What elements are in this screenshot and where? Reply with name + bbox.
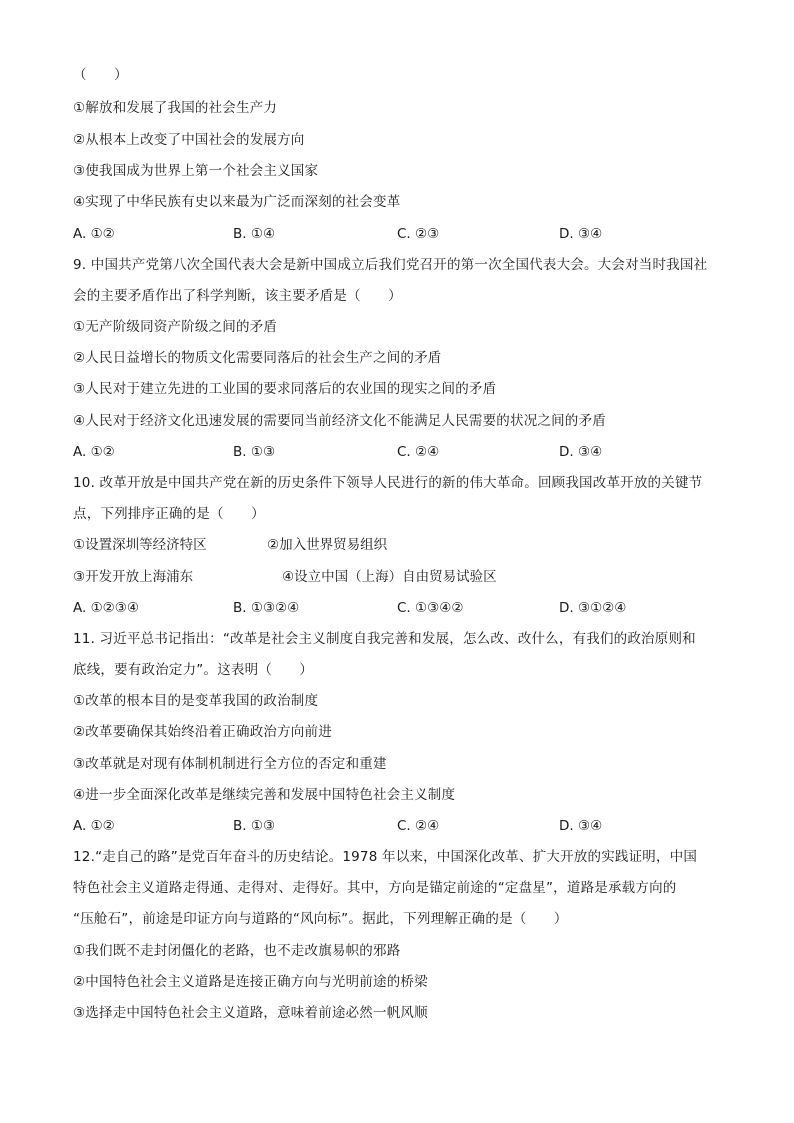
q8-item-3: ③使我国成为世界上第一个社会主义国家 <box>73 163 319 179</box>
q12-item-2: ②中国特色社会主义道路是连接正确方向与光明前途的桥梁 <box>73 974 428 990</box>
q8-option-a: A. ①② <box>73 226 115 242</box>
q9-stem-line-1: 9. 中国共产党第八次全国代表大会是新中国成立后我们党召开的第一次全国代表大会。大会对当时我国社 <box>73 257 708 273</box>
q8-item-2: ②从根本上改变了中国社会的发展方向 <box>73 132 305 148</box>
q11-item-1: ①改革的根本目的是变革我国的政治制度 <box>73 693 319 709</box>
q12-item-1: ①我们既不走封闭僵化的老路，也不走改旗易帜的邪路 <box>73 943 401 959</box>
q11-stem-line-1: 11. 习近平总书记指出：“改革是社会主义制度自我完善和发展，怎么改、改什么，有我们的政治原则和 <box>73 631 696 647</box>
q10-item-1: ①设置深圳等经济特区 <box>73 537 207 553</box>
q8-item-4: ④实现了中华民族有史以来最为广泛而深刻的社会变革 <box>73 194 401 210</box>
q9-item-3: ③人民对于建立先进的工业国的要求同落后的农业国的现实之间的矛盾 <box>73 381 497 397</box>
q10-item-2: ②加入世界贸易组织 <box>267 537 388 553</box>
q9-option-d: D. ③④ <box>559 444 603 460</box>
q9-item-2: ②人民日益增长的物质文化需要同落后的社会生产之间的矛盾 <box>73 350 442 366</box>
q12-stem-line-2: 特色社会主义道路走得通、走得对、走得好。其中，方向是锚定前途的“定盘星”，道路是承载方向的 <box>73 880 677 896</box>
q10-item-3: ③开发开放上海浦东 <box>73 569 194 585</box>
q8-option-c: C. ②③ <box>397 226 440 242</box>
q11-option-a: A. ①② <box>73 818 115 834</box>
q11-item-2: ②改革要确保其始终沿着正确政治方向前进 <box>73 724 332 740</box>
q10-option-c: C. ①③④② <box>397 600 464 616</box>
q9-option-a: A. ①② <box>73 444 115 460</box>
q11-option-c: C. ②④ <box>397 818 440 834</box>
q9-item-1: ①无产阶级同资产阶级之间的矛盾 <box>73 319 278 335</box>
q9-stem-line-2: 会的主要矛盾作出了科学判断，该主要矛盾是（ ） <box>73 288 402 304</box>
q12-item-3: ③选择走中国特色社会主义道路，意味着前途必然一帆风顺 <box>73 1005 428 1021</box>
q11-option-d: D. ③④ <box>559 818 603 834</box>
q8-option-b: B. ①④ <box>233 226 276 242</box>
q10-stem-line-1: 10. 改革开放是中国共产党在新的历史条件下领导人民进行的新的伟大革命。回顾我国改革开放的关键节 <box>73 475 703 491</box>
q10-option-d: D. ③①②④ <box>559 600 627 616</box>
q10-stem-line-2: 点，下列排序正确的是（ ） <box>73 506 265 522</box>
q11-item-4: ④进一步全面深化改革是继续完善和发展中国特色社会主义制度 <box>73 787 456 803</box>
q10-item-4: ④设立中国（上海）自由贸易试验区 <box>282 569 497 585</box>
q12-stem-line-1: 12.“走自己的路”是党百年奋斗的历史结论。1978 年以来，中国深化改革、扩大开放的实践证明，中国 <box>73 849 698 865</box>
q12-stem-line-3: “压舱石”，前途是印证方向与道路的“风向标”。据此，下列理解正确的是（ ） <box>73 911 568 927</box>
q9-option-b: B. ①③ <box>233 444 276 460</box>
answer-bracket: （ ） <box>73 67 128 83</box>
q11-option-b: B. ①③ <box>233 818 276 834</box>
q11-item-3: ③改革就是对现有体制机制进行全方位的否定和重建 <box>73 756 387 772</box>
q9-option-c: C. ②④ <box>397 444 440 460</box>
q10-option-b: B. ①③②④ <box>233 600 300 616</box>
q8-option-d: D. ③④ <box>559 226 603 242</box>
q11-stem-line-2: 底线，要有政治定力”。这表明（ ） <box>73 662 314 678</box>
q10-option-a: A. ①②③④ <box>73 600 139 616</box>
q8-item-1: ①解放和发展了我国的社会生产力 <box>73 100 278 116</box>
q9-item-4: ④人民对于经济文化迅速发展的需要同当前经济文化不能满足人民需要的状况之间的矛盾 <box>73 413 606 429</box>
